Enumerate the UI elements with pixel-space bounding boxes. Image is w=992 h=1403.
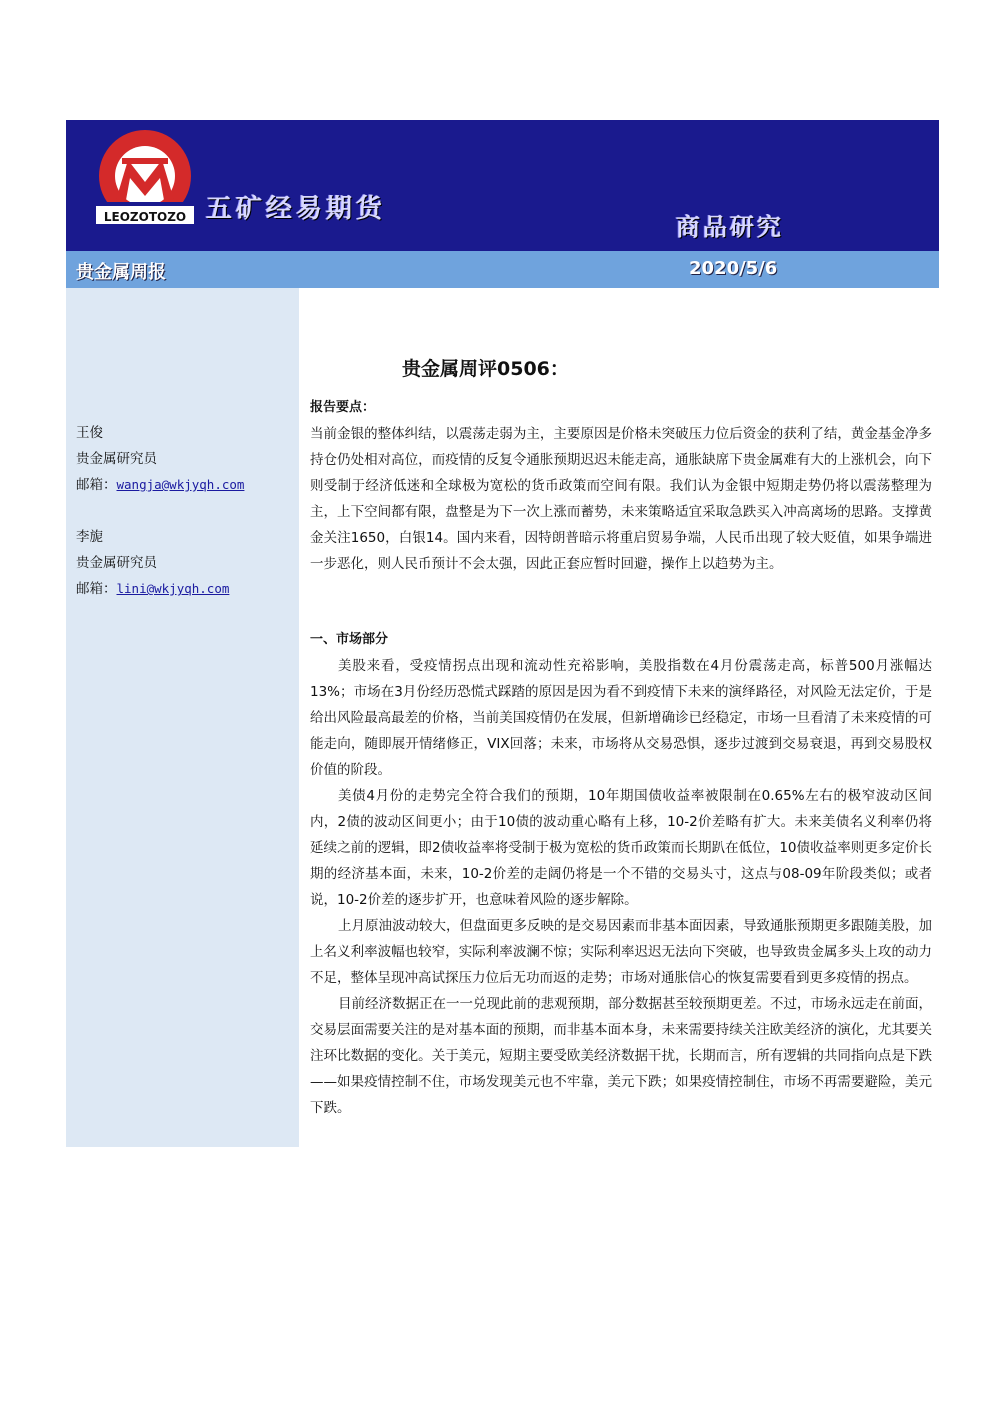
- author-email-row: [76, 472, 244, 498]
- report-type: 贵金属周报: [76, 262, 166, 283]
- paragraph: 美债4月份的走势完全符合我们的预期，10年期国债收益率被限制在0.65%左右的极窄波动区间内，2债的波动区间更小；由于10债的波动重心略有上移，10-2价差略有扩大。未来美债名义利率仍将延续之前的逻辑，即2债收益率将受制于极为宽松的货币政策而长期趴在低位，10债收益率则更多定价长期的经济基本面，未来，10-2价差的走阔仍将是一个不错的交易头寸，这点与08-09年阶段类似；或者说，10-2价差的逐步扩开，也意味着风险的逐步解除。: [310, 788, 932, 908]
- section-heading: 一、市场部分: [310, 632, 389, 647]
- author-block: [76, 420, 244, 498]
- department-name: 商品研究: [676, 213, 784, 241]
- paragraph: 目前经济数据正在一一兑现此前的悲观预期，部分数据甚至较预期更差。不过，市场永远走在前面，交易层面需要关注的是对基本面的预期，而非基本面本身，未来需要持续关注欧美经济的演化，尤其要关注环比数据的变化。关于美元，短期主要受欧美经济数据干扰，长期而言，所有逻辑的共同指向点是下跌——如果疫情控制不住，市场发现美元也不牢靠，美元下跌；如果疫情控制住，市场不再需要避险，美元下跌。: [310, 996, 932, 1116]
- author-title: 贵金属研究员: [76, 451, 157, 467]
- email-label: 邮箱：: [76, 477, 117, 493]
- author-name: 王俊: [76, 425, 103, 441]
- author-block: [76, 524, 229, 602]
- paragraph: 美股来看，受疫情拐点出现和流动性充裕影响，美股指数在4月份震荡走高，标普500月涨幅达13%；市场在3月份经历恐慌式踩踏的原因是因为看不到疫情下未来的演绎路径，对风险无法定价，于是给出风险最高最差的价格，当前美国疫情仍在发展，但新增确诊已经稳定，市场一旦看清了未来疫情的可能走向，随即展开情绪修正，VIX回落；未来，市场将从交易恐惧，逐步过渡到交易衰退，再到交易股权价值的阶段。: [310, 658, 932, 778]
- author-email-link[interactable]: lini@wkjyqh.com: [116, 581, 230, 596]
- logo-icon: [92, 130, 198, 228]
- company-logo: [92, 130, 198, 228]
- author-email-link[interactable]: wangja@wkjyqh.com: [116, 477, 245, 492]
- market-section: [310, 627, 932, 1121]
- sidebar: [66, 288, 299, 1147]
- document-title: 贵金属周评0506：: [402, 358, 569, 380]
- summary-section: [310, 395, 932, 577]
- author-name: 李旎: [76, 529, 103, 545]
- author-email-row: [76, 576, 229, 602]
- email-label: 邮箱：: [76, 581, 117, 597]
- paragraph: 上月原油波动较大，但盘面更多反映的是交易因素而非基本面因素，导致通胀预期更多跟随美股，加上名义利率波幅也较窄，实际利率波澜不惊；实际利率迟迟无法向下突破，也导致贵金属多头上攻的动力不足，整体呈现冲高试探压力位后无功而返的走势；市场对通胀信心的恢复需要看到更多疫情的拐点。: [310, 918, 932, 986]
- logo-sub-text: LEOZOTOZO: [103, 210, 187, 224]
- title-band: [66, 251, 939, 288]
- company-name: 五矿经易期货: [206, 194, 387, 224]
- author-title: 贵金属研究员: [76, 555, 157, 571]
- report-date: 2020/5/6: [689, 258, 778, 279]
- summary-heading: 报告要点：: [310, 400, 376, 415]
- summary-text: 当前金银的整体纠结，以震荡走弱为主，主要原因是价格未突破压力位后资金的获利了结，黄金基金净多持仓仍处相对高位，而疫情的反复令通胀预期迟迟未能走高，通胀缺席下贵金属难有大的上涨机会，向下则受制于经济低迷和全球极为宽松的货币政策而空间有限。我们认为金银中短期走势仍将以震荡整理为主，上下空间都有限，盘整是为下一次上涨而蓄势，未来策略适宜采取急跌买入冲高离场的思路。支撑黄金关注1650，白银14。国内来看，因特朗普暗示将重启贸易争端，人民币出现了较大贬值，如果争端进一步恶化，则人民币预计不会太强，因此正套应暂时回避，操作上以趋势为主。: [310, 426, 932, 572]
